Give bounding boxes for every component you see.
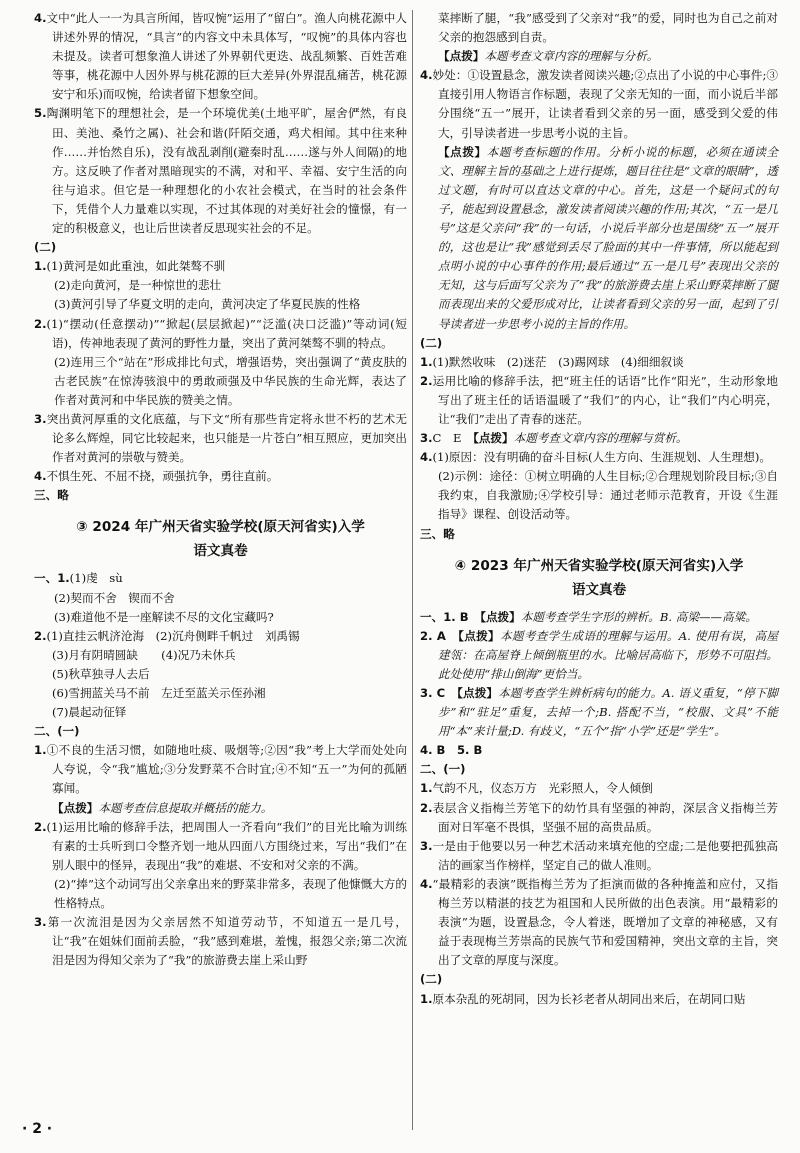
column-divider [412, 10, 413, 1130]
answer-subitem: (7)晨起动征铎 [52, 705, 127, 720]
answer-item: 4.文中“此人一一为具言所闻，皆叹惋”运用了“留白”。渔人向桃花源中人讲述外界的情况，“具言”的内容文中未具体写，“叹惋”的具体内容也未提及。读者可想象渔人讲述了外界朝代更迭、战乱频繁、百姓苦难等事，桃花源中人因外界与桃花源的巨大差异(外界混乱痛苦，桃花源安宁和乐)而叹惋，给读者留下想象空间。 [34, 11, 407, 102]
page-number: · 2 · [22, 1121, 53, 1137]
right-column [420, 0, 778, 1009]
answer-item: 2.(1)运用比喻的修辞手法，把周围人一齐看向“我们”的目光比喻为训练有素的士兵听到口令整齐划一地从四面八方围绕过来，写出“我们”在别人眼中的怪异，表现出“我”的难堪、不安和对父亲的不满。 [34, 819, 407, 872]
section-heading: (二) [420, 972, 443, 987]
answer-item: 2.(1)直挂云帆济沧海 (2)沉舟侧畔千帆过 刘禹锡 [34, 628, 300, 643]
answer-subitem: (2)“捧”这个动词写出父亲拿出来的野菜非常多，表现了他慷慨大方的性格特点。 [54, 876, 407, 911]
answer-item: 4.妙处：①设置悬念，激发读者阅读兴趣;②点出了小说的中心事件;③直接引用人物语言作标题，表现了父亲无知的一面，而小说后半部分围绕“五一”展开，让读者看到父亲的另一面，感受到父爱的伟大，引导读者进一步思考小说的主旨。 [420, 68, 778, 140]
answer-item: 4.(1)原因：没有明确的奋斗目标(人生方向、生涯规划、人生理想)。 [420, 450, 771, 465]
hint-note: 【点拨】本题考查信息提取并概括的能力。 [52, 800, 273, 815]
answer-subitem: (3)月有阴晴圆缺 (4)况乃未休兵 [52, 647, 236, 662]
answer-item: 一、1.(1)虔 sù [34, 571, 123, 586]
answer-subitem: (2)连用三个“站在”形成排比句式，增强语势，突出强调了“黄皮肤的古老民族”在惊涛骇浪中的勇敢顽强及中华民族的生命光辉，表达了作者对黄河和中华民族的赞美之情。 [54, 354, 407, 407]
section-heading: 二、(一) [420, 762, 466, 777]
answer-item: 4. B 5. B [420, 743, 483, 758]
answer-item: 5.陶渊明笔下的理想社会，是一个环境优美(土地平旷，屋舍俨然，有良田、美池、桑竹之属)、社会和谐(阡陌交通，鸡犬相闻。其中往来种作……并怡然自乐)，没有战乱剥削(避秦时乱……遂与外人间隔)的地方。这反映了作者对黑暗现实的不满，对和平、幸福、安宁生活的向往与追求。但它是一种理想化的小农社会模式，在当时的社会条件下，凭借个人力量难以实现，不过其体现的对美好社会的憧憬，有一定的积极意义，也让后世读者反思现实社会的不足。 [34, 106, 407, 236]
hint-note: 【点拨】本题考查标题的作用。分析小说的标题，必须在通读全文、理解主旨的基础之上进行提炼，题目往往是“文章的眼睛”，透过文题，有时可以直达文章的中心。首先，这是一个疑问式的句子，能起到设置悬念，激发读者阅读兴趣的作用;其次，“五一是几号”这是父亲问“我”的一句话，小说后半部分也是围绕“五一”展开的，这也是让“我”感觉到丢尽了脸面的其中一件事情，所以能起到点明小说的中心事件的作用;最后通过“五一是几号”表现出父亲的无知，这与后面写父亲为了“我”的旅游费去崖上采山野菜摔断了腿而表现出来的父爱形成对比，让读者看到父亲的另一面，起到了引导读者进一步思考小说的主旨的作用。 [438, 144, 778, 331]
answer-subitem: (2)示例：途径：①树立明确的人生目标;②合理规划阶段目标;③自我约束，自我激励;④学校引导：通过老师示范教育，开设《生涯指导》课程、创设活动等。 [438, 469, 778, 522]
answer-item: 3.突出黄河厚重的文化底蕴，与下文“所有那些肯定将永世不朽的艺术无论多么辉煌，同它比较起来，也只能是一片苍白”相互照应，更加突出作者对黄河的崇敬与赞美。 [34, 411, 407, 465]
answer-item: 3.C E 【点拨】本题考查文章内容的理解与赏析。 [420, 431, 688, 446]
answer-item: 2.运用比喻的修辞手法，把“班主任的话语”比作“阳光”，生动形象地写出了班主任的话语温暖了“我们”的内心，让“我们”内心明亮，让“我们”走出了青春的迷茫。 [420, 373, 778, 426]
answer-item: 一、1. B 【点拨】本题考查学生字形的辨析。B. 高梁——高粱。 [420, 609, 757, 624]
answer-item: 2.(1)“摆动(任意摆动)”“掀起(层层掀起)”“泛滥(决口泛滥)”等动词(短语)，传神地表现了黄河的野性力量，突出了黄河桀骜不驯的特点。 [34, 316, 407, 350]
answer-subitem: (2)契而不舍 锲而不舍 [54, 590, 175, 605]
section-heading: (二) [420, 335, 443, 350]
answer-item: 4.不惧生死、不屈不挠，顽强抗争，勇往直前。 [34, 469, 279, 484]
answer-item: 1.①不良的生活习惯，如随地吐痰、吸烟等;②因“我”考上大学而处处向人夸说，令“我”尴尬;③分发野菜不合时宜;④不知“五一”为何的孤陋寡闻。 [34, 743, 407, 796]
answer-item: 1.原本杂乱的死胡同，因为长衫老者从胡同出来后，在胡同口贴 [420, 991, 746, 1006]
answer-item: 2. A 【点拨】本题考查学生成语的理解与运用。A. 使用有误，高屋建瓴：在高屋脊上倾倒瓶里的水。比喻居高临下，形势不可阻挡。此处使用“排山倒海”更恰当。 [420, 628, 778, 681]
answer-item: 3. C 【点拨】本题考查学生辨析病句的能力。A. 语义重复，“停下脚步”和“驻足”重复，去掉一个;B. 搭配不当，“校服、文具”不能用“本”来计量;D. 有歧义，“五个”指“小学”还是“学生”。 [420, 686, 778, 739]
answer-item: 1.(1)默然收味 (2)迷茫 (3)踢网球 (4)细细叙谈 [420, 354, 684, 369]
answer-subitem: (6)雪拥蓝关马不前 左迁至蓝关示侄孙湘 [52, 686, 266, 700]
answer-item: 2.表层含义指梅兰芳笔下的幼竹具有坚强的神韵，深层含义指梅兰芳面对日军毫不畏惧，坚强不屈的高贵品质。 [420, 800, 778, 834]
answer-subitem: (2)走向黄河，是一种惊世的悲壮 [54, 278, 222, 293]
answer-subitem: (3)黄河引导了华夏文明的走向，黄河决定了华夏民族的性格 [54, 297, 361, 312]
answer-item: 4.“最精彩的表演”既指梅兰芳为了拒演而做的各种掩盖和应付，又指梅兰芳以精湛的技艺为祖国和人民所做的出色表演。用“最精彩的表演”为题，设置悬念，令人着迷，既增加了文章的神秘感，又有益于表现梅兰芳崇高的民族气节和爱国精神，突出文章的主旨，突出了文章的厚度与深度。 [420, 876, 778, 968]
answer-item: 3.第一次流泪是因为父亲居然不知道劳动节，不知道五一是几号，让“我”在姐妹们面前丢脸，“我”感到难堪，羞愧，报怨父亲;第二次流泪是因为得知父亲为了“我”的旅游费去崖上采山野 [34, 915, 407, 968]
exam-title: ④ 2023 年广州天省实验学校(原天河省实)入学 语文真卷 [454, 557, 744, 598]
answer-item: 3.一是由于他要以另一种艺术活动来填充他的空虚;二是他要把孤独高洁的画家当作榜样，坚定自己的做人准则。 [420, 838, 778, 872]
answer-item: 1.(1)黄河是如此重浊，如此桀骜不驯 [34, 259, 226, 274]
answer-subitem: (3)难道他不是一座解读不尽的文化宝藏吗? [54, 609, 274, 624]
section-heading: (二) [34, 240, 57, 255]
section-heading: 二、(一) [34, 724, 80, 739]
left-column [34, 0, 407, 970]
section-heading: 三、略 [34, 488, 69, 503]
hint-note: 【点拨】本题考查文章内容的理解与分析。 [438, 49, 659, 64]
answer-subitem: (5)秋草独寻人去后 [52, 666, 150, 681]
answer-item: 1.气韵不凡，仪态万方 光彩照人，令人倾倒 [420, 781, 653, 796]
section-heading: 三、略 [420, 526, 455, 541]
exam-title: ③ 2024 年广州天省实验学校(原天河省实)入学 语文真卷 [76, 519, 365, 560]
answer-continuation: 菜摔断了腿，“我”感受到了父亲对“我”的爱，同时也为自己之前对父亲的抱怨感到自责。 [438, 11, 778, 45]
